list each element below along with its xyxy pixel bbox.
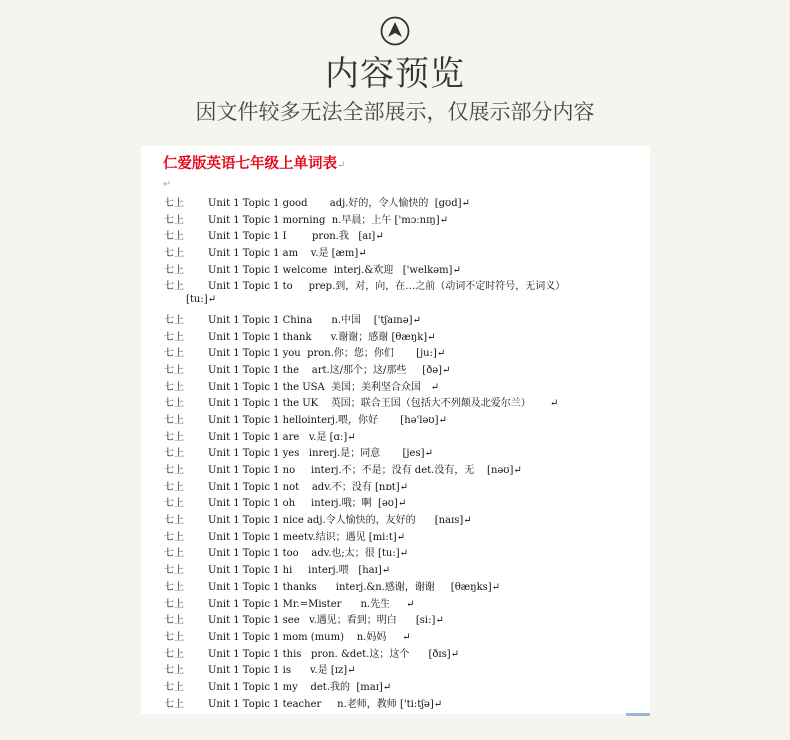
empty-paragraph-mark: ↵ (163, 179, 172, 190)
entry-grade: 七上 (164, 431, 184, 443)
entry-grade: 七上 (164, 481, 184, 493)
vocab-entry (141, 227, 650, 244)
entry-body: Unit 1 Topic 1 hellointerj.喂，你好 [hə'ləʊ]↵ (208, 414, 447, 426)
entry-body: Unit 1 Topic 1 are v.是 [ɑː]↵ (208, 431, 356, 443)
vocab-entry (141, 611, 650, 628)
entry-grade: 七上 (164, 414, 184, 426)
vocab-entry (141, 328, 650, 345)
vocab-entry (141, 311, 650, 328)
vocab-entry (141, 194, 650, 211)
entry-grade: 七上 (164, 531, 184, 543)
entry-grade: 七上 (164, 465, 184, 477)
entry-grade: 七上 (164, 398, 184, 410)
entry-body: Unit 1 Topic 1 the USA 美国；美利坚合众国 ↵ (208, 381, 439, 393)
vocab-entry (141, 578, 650, 595)
entry-body: Unit 1 Topic 1 is v.是 [ɪz]↵ (208, 665, 356, 677)
vocab-entry (141, 211, 650, 228)
entry-grade: 七上 (164, 565, 184, 577)
entry-body: Unit 1 Topic 1 thank v.谢谢；感谢 [θæŋk]↵ (208, 331, 436, 343)
entry-body: Unit 1 Topic 1 I pron.我 [aɪ]↵ (208, 231, 384, 243)
compass-arrow-icon (380, 16, 410, 46)
vocab-entry (141, 645, 650, 662)
vocab-entry (141, 478, 650, 495)
vocab-entry (141, 628, 650, 645)
entry-body: Unit 1 Topic 1 thanks interj.&n.感谢，谢谢 [θæŋks]↵ (208, 581, 501, 593)
entry-continuation: [tu:]↵ (186, 294, 217, 306)
entry-body: Unit 1 Topic 1 morning n.早晨；上午 ['mɔːnɪŋ]↵ (208, 214, 449, 226)
vocab-entry (141, 411, 650, 428)
entry-body: Unit 1 Topic 1 the UK 英国；联合王国（包括大不列颠及北爱尔兰） ↵ (208, 398, 559, 410)
entry-grade: 七上 (164, 248, 184, 260)
entry-grade: 七上 (164, 364, 184, 376)
entry-body: Unit 1 Topic 1 meetv.结识；遇见 [mi:t]↵ (208, 531, 406, 543)
vocab-entry (141, 344, 650, 361)
entry-body: Unit 1 Topic 1 welcome interj.&欢迎 ['welkəm]↵ (208, 264, 461, 276)
entry-grade: 七上 (164, 314, 184, 326)
entry-grade: 七上 (164, 348, 184, 360)
entry-grade: 七上 (164, 548, 184, 560)
entry-body: Unit 1 Topic 1 mom (mum) n.妈妈 ↵ (208, 631, 411, 643)
vocab-entry (141, 394, 650, 411)
entry-body: Unit 1 Topic 1 nice adj.令人愉快的，友好的 [naɪs]↵ (208, 515, 472, 527)
vocab-entry (141, 361, 650, 378)
entry-grade: 七上 (164, 681, 184, 693)
paragraph-mark: ↵ (337, 160, 346, 171)
entry-grade: 七上 (164, 615, 184, 627)
entry-body: Unit 1 Topic 1 Mr.=Mister n.先生 ↵ (208, 598, 415, 610)
entry-body: Unit 1 Topic 1 to prep.到，对，向，在…之前（动词不定时符号，无词义） (208, 281, 566, 293)
entry-grade: 七上 (164, 498, 184, 510)
entry-body: Unit 1 Topic 1 teacher n.老师，教师 ['ti:tʃə]↵ (208, 698, 443, 710)
entry-body: Unit 1 Topic 1 no interj.不；不是；没有 det.没有，无 [nəʊ]↵ (208, 465, 522, 477)
entry-grade: 七上 (164, 331, 184, 343)
vocab-entry (141, 595, 650, 612)
entry-grade: 七上 (164, 631, 184, 643)
entry-grade: 七上 (164, 264, 184, 276)
entry-body: Unit 1 Topic 1 you pron.你；您；你们 [ju:]↵ (208, 348, 446, 360)
entry-body: Unit 1 Topic 1 the art.这/那个；这/那些 [ðə]↵ (208, 364, 451, 376)
entry-body: Unit 1 Topic 1 am v.是 [æm]↵ (208, 248, 367, 260)
entry-body: Unit 1 Topic 1 China n.中国 ['tʃaɪnə]↵ (208, 314, 421, 326)
entry-body: Unit 1 Topic 1 this pron. &det.这；这个 [ðɪs]↵ (208, 648, 459, 660)
vocab-entry (141, 444, 650, 461)
entry-grade: 七上 (164, 381, 184, 393)
entry-body: Unit 1 Topic 1 see v.遇见；看到；明白 [si:]↵ (208, 615, 444, 627)
vocab-entry (141, 428, 650, 445)
vocab-entry (141, 544, 650, 561)
entry-grade: 七上 (164, 581, 184, 593)
vocab-entry (141, 261, 650, 278)
vocab-entry (141, 528, 650, 545)
document-preview (141, 146, 650, 714)
entry-grade: 七上 (164, 231, 184, 243)
document-title: 仁爱版英语七年级上单词表↵ (163, 155, 346, 172)
entry-grade: 七上 (164, 515, 184, 527)
entry-grade: 七上 (164, 198, 184, 209)
entry-grade: 七上 (164, 448, 184, 460)
entry-body: Unit 1 Topic 1 good adj.好的，令人愉快的 [gʊd]↵ (208, 198, 470, 209)
vocab-entry (141, 561, 650, 578)
entry-grade: 七上 (164, 214, 184, 226)
vocab-entry (141, 661, 650, 678)
entry-body: Unit 1 Topic 1 hi interj.喂 [haɪ]↵ (208, 565, 391, 577)
vocab-entry (141, 244, 650, 261)
entry-body: Unit 1 Topic 1 yes inrerj.是；同意 [jes]↵ (208, 448, 433, 460)
entry-grade: 七上 (164, 598, 184, 610)
page-title: 内容预览 (325, 54, 465, 94)
vocab-entry (141, 511, 650, 528)
vocab-entry (141, 678, 650, 695)
entry-grade: 七上 (164, 698, 184, 710)
vocab-entry (141, 461, 650, 478)
vocabulary-list (141, 194, 650, 711)
vocab-entry (141, 695, 650, 712)
entry-body: Unit 1 Topic 1 too adv.也;太；很 [tu:]↵ (208, 548, 408, 560)
vocab-entry (141, 378, 650, 395)
entry-body: Unit 1 Topic 1 my det.我的 [maɪ]↵ (208, 681, 392, 693)
vocab-entry (141, 494, 650, 511)
scroll-indicator[interactable] (626, 713, 650, 716)
entry-grade: 七上 (164, 665, 184, 677)
entry-body: Unit 1 Topic 1 not adv.不；没有 [nɒt]↵ (208, 481, 409, 493)
page-subtitle: 因文件较多无法全部展示，仅展示部分内容 (195, 100, 595, 124)
entry-body: Unit 1 Topic 1 oh interj.哦；啊 [əʊ]↵ (208, 498, 407, 510)
entry-grade: 七上 (164, 648, 184, 660)
vocab-entry (141, 277, 650, 310)
entry-grade: 七上 (164, 281, 184, 293)
